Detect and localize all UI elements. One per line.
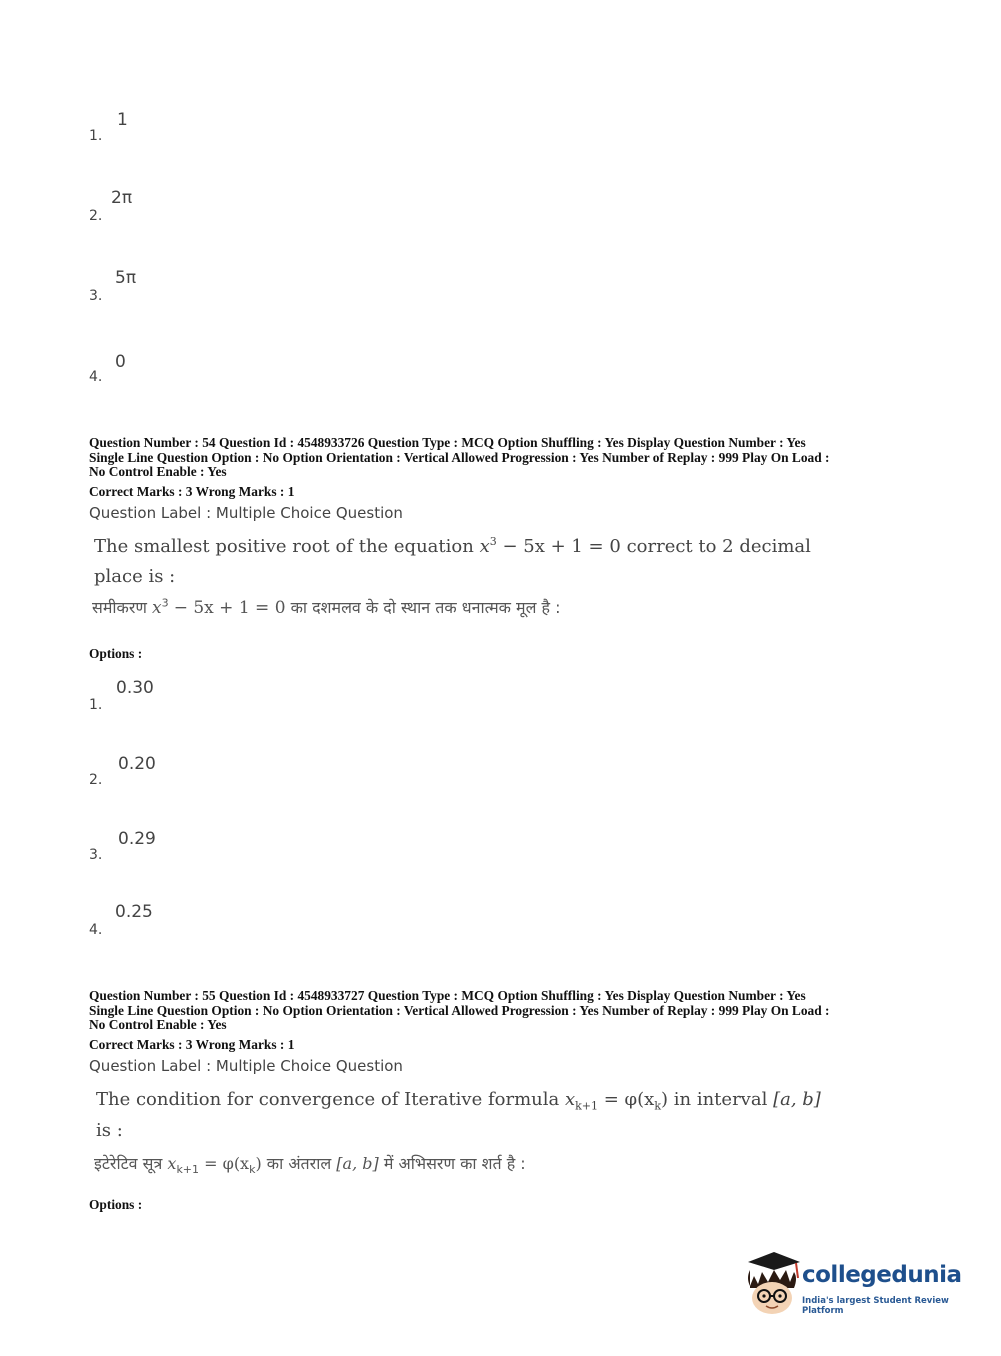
collegedunia-logo [740,1248,970,1318]
logo-tagline: India's largest Student Review Platform [802,1296,949,1316]
option-value: 0 [115,352,126,372]
equation-exponent: 3 [489,535,497,548]
hindi-text-start: इटेरेटिव सूत्र [94,1154,163,1173]
meta-line: No Control Enable : Yes [89,464,227,480]
logo-brand-text: collegedunia [802,1262,962,1288]
option-number: 1. [89,128,103,144]
interval: [a, b] [336,1154,379,1173]
hindi-text-end: में अभिसरण का शर्त है : [383,1154,526,1173]
question-text-start: The condition for convergence of Iterative formula [96,1089,560,1110]
formula-subscript-k: k [249,1163,256,1177]
option-number: 4. [89,369,103,385]
formula-subscript: k+1 [176,1163,200,1177]
meta-line: Question Number : 54 Question Id : 4548933726 Question Type : MCQ Option Shuffling : Yes Display Question Number : Yes [89,435,806,450]
formula-x: x [167,1154,177,1173]
question-54-text [94,535,811,557]
option-number: 2. [89,208,103,224]
question-text-end: correct to 2 decimal [626,536,811,557]
question-54-options-heading: Options : [89,646,143,661]
question-54-text-line2: place is : [94,566,176,587]
option-number: 3. [89,847,103,863]
question-55-label: Question Label : Multiple Choice Question [89,1057,403,1075]
question-55-marks: Correct Marks : 3 Wrong Marks : 1 [89,1037,295,1052]
interval: [a, b] [773,1089,821,1110]
option-value: 2π [111,188,133,208]
option-number: 1. [89,697,103,713]
question-54-label: Question Label : Multiple Choice Question [89,504,403,522]
question-54-marks: Correct Marks : 3 Wrong Marks : 1 [89,484,295,499]
equation-rest: − 5x + 1 = 0 [502,536,621,557]
question-55-meta [89,989,919,1033]
equation-rest: − 5x + 1 = 0 [173,598,286,618]
option-number: 4. [89,922,103,938]
question-55-text-line2: is : [96,1120,123,1141]
hindi-text-start: समीकरण [92,598,147,617]
hindi-text-mid: का अंतराल [266,1154,332,1173]
formula-subscript: k+1 [575,1099,599,1113]
meta-line: Single Line Question Option : No Option Orientation : Vertical Allowed Progression : Yes Number of Replay : 999 Play On Load : [89,1002,830,1018]
question-55-hindi [94,1152,526,1176]
meta-line: No Control Enable : Yes [89,1017,227,1033]
formula-close: ) [255,1154,262,1173]
question-55-text [96,1089,821,1113]
option-value: 1 [117,110,128,130]
equation-exponent: 3 [161,596,169,610]
meta-line: Single Line Question Option : No Option Orientation : Vertical Allowed Progression : Yes Number of Replay : 999 Play On Load : [89,449,830,465]
mascot-icon [740,1248,802,1318]
option-value: 5π [115,268,137,288]
option-value: 0.20 [118,754,156,774]
formula-x: x [564,1089,576,1110]
option-value: 0.29 [118,829,156,849]
formula-subscript-k: k [654,1099,661,1113]
question-text-start: The smallest positive root of the equation [94,536,474,557]
question-55-options-heading: Options : [89,1197,143,1212]
equation-variable: x [152,598,162,618]
question-text-mid: in interval [673,1089,768,1110]
option-number: 2. [89,772,103,788]
formula-close: ) [661,1089,669,1110]
option-value: 0.30 [116,678,154,698]
equation-variable: x [479,536,490,557]
formula-equals: = φ(x [598,1089,655,1110]
option-value: 0.25 [115,902,153,922]
question-54-hindi [92,596,561,618]
question-54-meta [89,436,919,480]
formula-equals: = φ(x [199,1154,250,1173]
meta-line: Question Number : 55 Question Id : 4548933727 Question Type : MCQ Option Shuffling : Yes Display Question Number : Yes [89,988,806,1003]
hindi-text-end: का दशमलव के दो स्थान तक धनात्मक मूल है : [290,598,561,617]
option-number: 3. [89,288,103,304]
